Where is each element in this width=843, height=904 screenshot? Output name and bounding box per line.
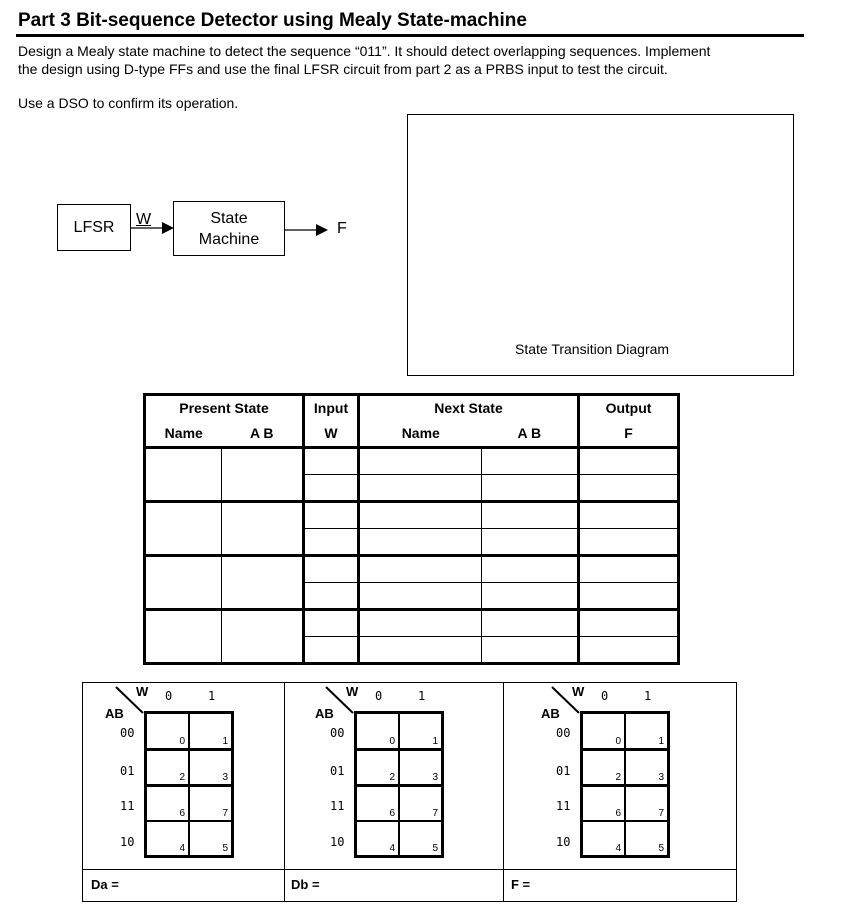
state-machine-label-line2: Machine [198,230,260,248]
kmap-cell-index: 5 [658,843,664,854]
kmap-row-label: 01 [330,764,345,778]
kmap-cell[interactable] [146,713,189,749]
f-output-label: F [337,220,347,237]
kmap-cell-index: 5 [222,843,228,854]
kmap-ab-label: AB [315,706,334,721]
kmap-row-label: 00 [556,726,571,740]
state-cell[interactable] [304,474,359,501]
kmap-cell-index: 1 [658,736,664,747]
state-cell[interactable] [304,636,359,663]
kmap-cell-index: 3 [222,772,228,783]
kmap-row-label: 11 [330,799,345,813]
kmap-row-label: 10 [556,835,571,849]
w-arrow [128,218,176,238]
state-cell[interactable] [359,528,482,555]
state-cell[interactable] [579,447,679,474]
col-present-name: Name [145,421,222,447]
equation-da: Da = [91,877,119,892]
kmap-row-label: 10 [330,835,345,849]
state-cell[interactable] [304,528,359,555]
kmap-cell[interactable] [625,713,668,749]
state-cell[interactable] [359,555,482,582]
state-cell[interactable] [482,474,579,501]
state-cell[interactable] [579,555,679,582]
state-cell[interactable] [304,555,359,582]
kmap-cell[interactable] [189,749,232,785]
state-machine-block [173,201,285,256]
kmap-cell-index: 0 [615,736,621,747]
kmap-cell-index: 7 [222,808,228,819]
kmap-cell-index: 2 [615,772,621,783]
state-cell[interactable] [482,528,579,555]
instruction-line-2: the design using D-type FFs and use the final LFSR circuit from part 2 as a PRBS input to test the circuit. [18,61,668,77]
state-cell[interactable] [304,501,359,528]
kmap-cell[interactable] [356,749,399,785]
kmap-w-label: W [346,684,359,699]
header-present-state: Present State [145,395,304,421]
kmap-cell[interactable] [399,820,442,856]
instruction-line-1: Design a Mealy state machine to detect the sequence “011”. It should detect overlapping sequences. Implement [18,43,711,59]
equation-db: Db = [291,877,320,892]
lfsr-label: LFSR [73,218,115,236]
kmap-cell[interactable] [582,785,625,821]
kmap-row-label: 11 [120,799,135,813]
kmap-ab-label: AB [105,706,124,721]
kmap-col-1-label: 1 [644,689,652,703]
state-cell[interactable] [304,447,359,474]
state-cell[interactable] [579,474,679,501]
state-cell[interactable] [304,582,359,609]
kmap-cell[interactable] [582,820,625,856]
equation-f: F = [511,877,531,892]
state-cell[interactable] [579,636,679,663]
col-next-name: Name [359,421,482,447]
f-arrow [283,220,331,240]
state-cell[interactable] [145,447,222,501]
kmap-grid [580,711,670,858]
state-transition-diagram-box [407,114,794,376]
kmap-cell-index: 4 [179,843,185,854]
state-cell[interactable] [222,501,304,555]
col-input-w: W [304,421,359,447]
header-next-state: Next State [359,395,579,421]
kmap-da [83,683,284,869]
kmap-row-label: 00 [120,726,135,740]
kmap-col-0-label: 0 [375,689,383,703]
kmap-cell-index: 6 [179,808,185,819]
kmap-cell-index: 0 [389,736,395,747]
kmap-cell[interactable] [399,713,442,749]
state-cell[interactable] [359,447,482,474]
kmap-panel-da [82,682,285,902]
title-rule [16,34,804,37]
state-diagram-caption: State Transition Diagram [515,341,670,357]
kmap-cell-index: 3 [658,772,664,783]
kmap-cell-index: 2 [179,772,185,783]
state-cell[interactable] [482,609,579,636]
lfsr-block [57,204,131,251]
kmap-divider [283,869,503,870]
kmap-cell[interactable] [189,713,232,749]
kmap-cell-index: 0 [179,736,185,747]
kmap-col-0-label: 0 [165,689,173,703]
kmap-f [519,683,720,869]
kmap-w-label: W [136,684,149,699]
state-cell[interactable] [359,636,482,663]
col-present-ab: A B [222,421,304,447]
kmap-cell[interactable] [625,785,668,821]
state-cell[interactable] [145,555,222,609]
kmap-cell[interactable] [399,749,442,785]
state-cell[interactable] [222,609,304,663]
page-title: Part 3 Bit-sequence Detector using Mealy State-machine [18,10,527,31]
col-output-f: F [579,421,679,447]
state-cell[interactable] [359,609,482,636]
header-output: Output [579,395,679,421]
state-cell[interactable] [304,609,359,636]
kmap-cell[interactable] [146,785,189,821]
kmap-panel-f [503,682,737,902]
kmap-cell[interactable] [146,749,189,785]
kmap-cell-index: 3 [432,772,438,783]
kmap-row-label: 10 [120,835,135,849]
kmap-cell-index: 7 [432,808,438,819]
state-table [143,393,680,665]
kmap-cell-index: 6 [615,808,621,819]
kmap-cell-index: 5 [432,843,438,854]
kmap-cell[interactable] [582,713,625,749]
kmap-cell-index: 1 [432,736,438,747]
state-cell[interactable] [145,609,222,663]
kmap-cell[interactable] [356,713,399,749]
kmap-ab-label: AB [541,706,560,721]
kmap-cell[interactable] [625,820,668,856]
kmap-cell[interactable] [356,820,399,856]
state-cell[interactable] [579,501,679,528]
kmap-col-0-label: 0 [601,689,609,703]
col-next-ab: A B [482,421,579,447]
kmap-row-label: 01 [120,764,135,778]
kmap-cell-index: 4 [615,843,621,854]
state-cell[interactable] [579,582,679,609]
state-cell[interactable] [482,447,579,474]
kmap-cell[interactable] [625,749,668,785]
state-cell[interactable] [359,582,482,609]
kmap-db [293,683,494,869]
kmap-cell-index: 7 [658,808,664,819]
state-cell[interactable] [482,636,579,663]
instruction-line-3: Use a DSO to confirm its operation. [18,95,239,111]
state-cell[interactable] [482,501,579,528]
state-cell[interactable] [222,555,304,609]
kmap-cell[interactable] [189,785,232,821]
state-cell[interactable] [222,447,304,501]
kmap-row-label: 11 [556,799,571,813]
kmap-col-1-label: 1 [208,689,216,703]
state-machine-label-line1: State [210,209,248,227]
kmap-cell-index: 1 [222,736,228,747]
kmap-grid [354,711,444,858]
kmap-divider [83,869,284,870]
state-cell[interactable] [579,609,679,636]
kmap-cell-index: 4 [389,843,395,854]
state-cell[interactable] [145,501,222,555]
kmap-panel-db [283,682,504,902]
kmap-cell[interactable] [356,785,399,821]
state-cell[interactable] [359,501,482,528]
state-cell[interactable] [482,555,579,582]
kmap-cell-index: 6 [389,808,395,819]
header-input: Input [304,395,359,421]
state-cell[interactable] [482,582,579,609]
kmap-divider [503,869,736,870]
kmap-cell[interactable] [146,820,189,856]
kmap-cell[interactable] [399,785,442,821]
kmap-cell-index: 2 [389,772,395,783]
kmap-cell[interactable] [189,820,232,856]
state-cell[interactable] [579,528,679,555]
kmap-w-label: W [572,684,585,699]
kmap-grid [144,711,234,858]
state-cell[interactable] [359,474,482,501]
kmap-row-label: 00 [330,726,345,740]
w-signal-label: W [136,211,152,228]
kmap-cell[interactable] [582,749,625,785]
kmap-col-1-label: 1 [418,689,426,703]
kmap-row-label: 01 [556,764,571,778]
